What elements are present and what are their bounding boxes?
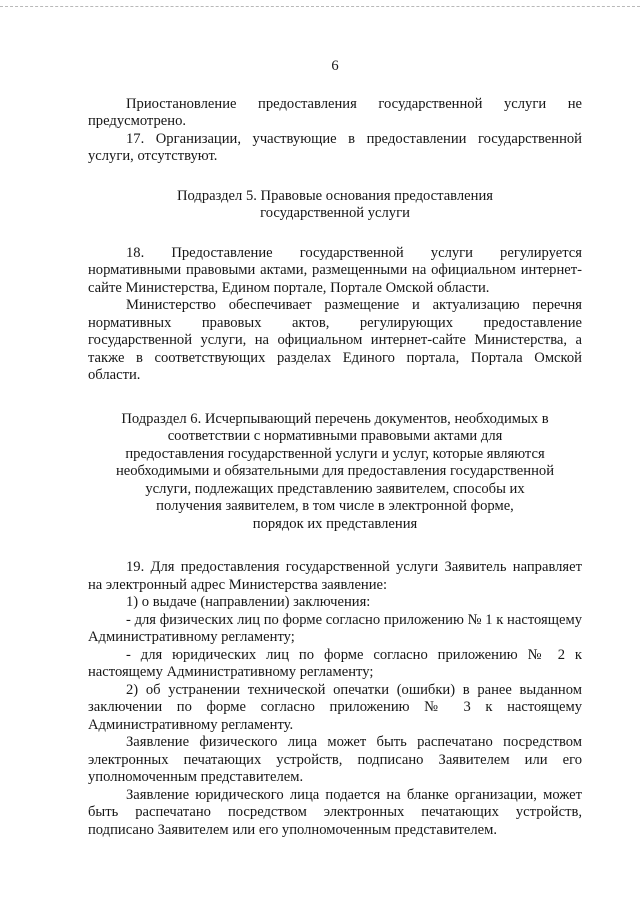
subsection-6-heading xyxy=(106,411,564,534)
subsection-5-heading-line: Подраздел 5. Правовые основания предоставления xyxy=(177,187,493,204)
list-item-individuals: - для физических лиц по форме согласно приложению № 1 к настоящему Административному регламенту; xyxy=(88,611,582,645)
subsection-6-heading-line: Подраздел 6. Исчерпывающий перечень документов, необходимых в xyxy=(121,410,549,427)
scan-edge-line xyxy=(0,6,640,7)
subsection-6-heading-line: предоставления государственной услуги и услуг, которые являются xyxy=(125,445,545,462)
subsection-6-heading-line: получения заявителем, в том числе в электронной форме, xyxy=(156,498,514,514)
subsection-6-heading-line: порядок их представления xyxy=(252,515,418,532)
paragraph-17: 17. Организации, участвующие в предоставлении государственной услуги, отсутствуют. xyxy=(88,130,582,164)
list-item-legal-entities: - для юридических лиц по форме согласно приложению № 2 к настоящему Административному регламенту; xyxy=(88,646,582,680)
subsection-6-heading-line: необходимыми и обязательными для предоставления государственной xyxy=(115,463,555,479)
subsection-5-heading-line: государственной услуги xyxy=(260,205,410,221)
paragraph-ministry-publication: Министерство обеспечивает размещение и актуализацию перечня нормативных правовых актов, регулирующих предоставление государственной услуги, на официальном интернет-сайте Министерства, а также в соответствующих разделах Единого портала, Портала Омской области. xyxy=(88,297,582,383)
paragraph-suspension: Приостановление предоставления государственной услуги не предусмотрено. xyxy=(88,95,582,129)
paragraph-legal-entity-application: Заявление юридического лица подается на бланке организации, может быть распечатано посредством электронных печатающих устройств, подписано Заявителем или его уполномоченным представителем. xyxy=(88,786,582,838)
paragraph-18: 18. Предоставление государственной услуги регулируется нормативными правовыми актами, размещенными на официальном интернет-сайте Министерства, Едином портале, Портале Омской области. xyxy=(88,244,582,296)
document-page xyxy=(88,58,582,839)
page-number: 6 xyxy=(331,58,339,74)
list-item-issuance: 1) о выдаче (направлении) заключения: xyxy=(126,594,371,610)
list-item-typo-correction: 2) об устранении технической опечатки (ошибки) в ранее выданном заключении по форме согласно приложению № 3 к настоящему Административному регламенту. xyxy=(88,681,582,733)
subsection-5-heading xyxy=(106,188,564,223)
subsection-6-heading-line: услуги, подлежащих представлению заявителем, способы их xyxy=(145,480,525,497)
paragraph-19: 19. Для предоставления государственной услуги Заявитель направляет на электронный адрес Министерства заявление: xyxy=(88,559,582,593)
subsection-6-heading-line: соответствии с нормативными правовыми актами для xyxy=(167,428,503,444)
paragraph-individual-application: Заявление физического лица может быть распечатано посредством электронных печатающих устройств, подписано Заявителем или его уполномоченным представителем. xyxy=(88,734,582,785)
